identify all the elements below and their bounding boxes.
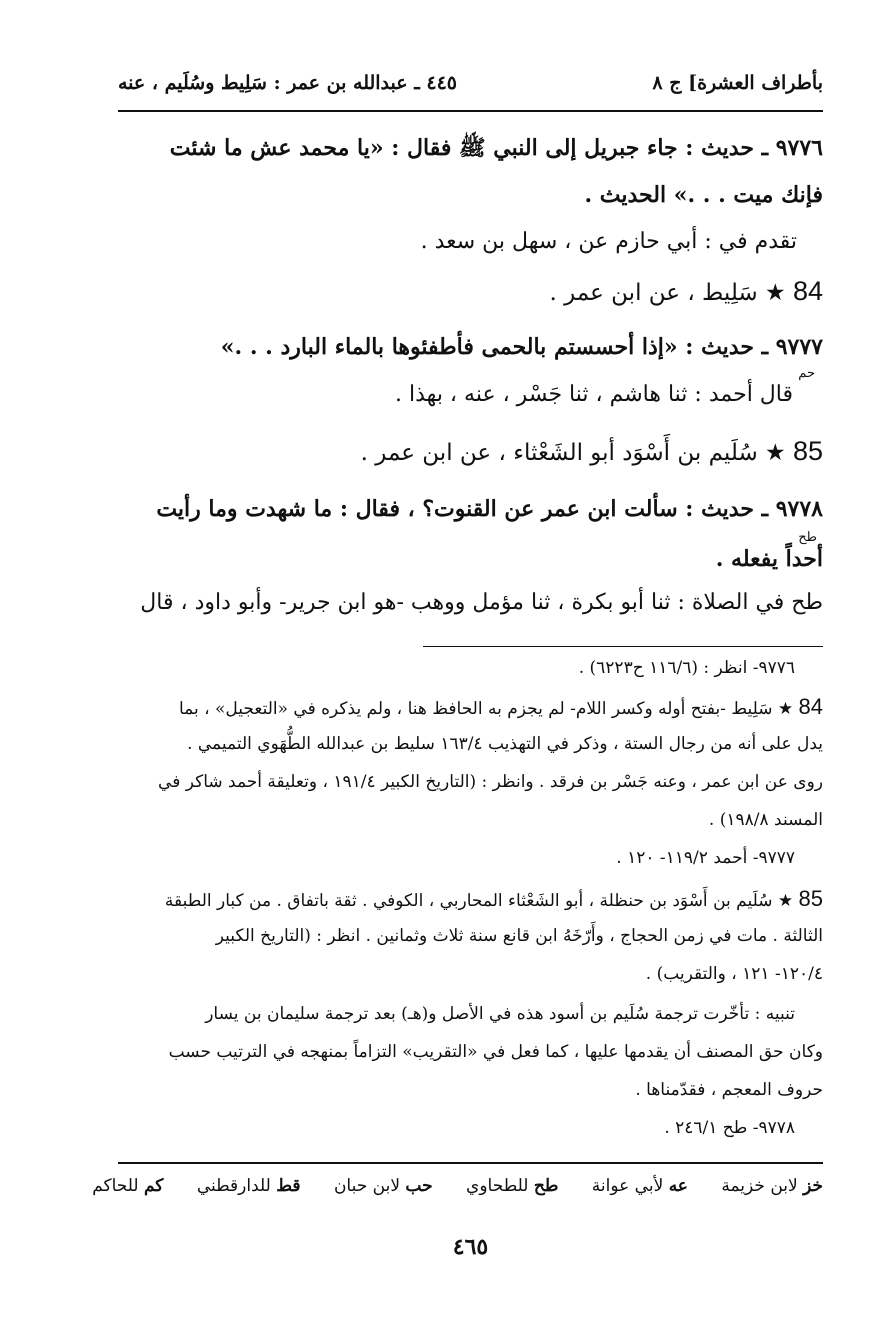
footnote-9777: ٩٧٧٧- أحمد ١١٩/٢- ١٢٠ . xyxy=(616,848,795,868)
footnote-84-line3: روى عن ابن عمر ، وعنه جَسْر بن فرقد . وانظر : (التاريخ الكبير ١٩١/٤ ، وتعليقة أحمد شاكر في xyxy=(158,772,823,792)
hadith-9776-line1: ٩٧٧٦ ـ حديث : جاء جبريل إلى النبي ﷺ فقال : «يا محمد عش ما شئت xyxy=(169,135,823,161)
footnote-notice-line2: وكان حق المصنف أن يقدمها عليها ، كما فعل في «التقريب» التزاماً بمنهجه في الترتيب حسب xyxy=(168,1042,823,1062)
footnote-85-line3: ١٢٠/٤- ١٢١ ، والتقريب) . xyxy=(645,964,823,984)
abbr-item: خز لابن خزيمة xyxy=(721,1176,823,1196)
footnote-number: 85 xyxy=(798,886,823,911)
abbr-item: حب لابن حبان xyxy=(333,1176,433,1196)
abbr-item: كم للحاكم xyxy=(92,1176,164,1196)
hadith-9777-note: قال أحمد : ثنا هاشم ، ثنا جَسْر ، عنه ، بهذا . xyxy=(395,382,793,407)
running-header xyxy=(118,62,823,102)
footnote-9776: ٩٧٧٦- انظر : (١١٦/٦ ح٦٢٢٣) . xyxy=(578,658,795,678)
footnote-number: 84 xyxy=(798,694,823,719)
footnote-notice-line1: تنبيه : تأخّرت ترجمة سُلَيم بن أسود هذه في الأصل و(هـ) بعد ترجمة سليمان بن يسار xyxy=(205,1004,795,1024)
footnote-84-line1: 84 ★ سَلِيط -بفتح أوله وكسر اللام- لم يجزم به الحافظ هنا ، ولم يذكره في «التعجيل» ، بما xyxy=(178,694,823,719)
hadith-number: ٩٧٧٦ xyxy=(775,135,823,161)
abbr-item: طح للطحاوي xyxy=(466,1176,559,1196)
footnote-85-line2: الثالثة . مات في زمن الحجاج ، وأَرّخَهُ ابن قانع سنة ثلاث وثمانين . انظر : (التاريخ الكبير xyxy=(215,926,823,946)
footnote-84-line2: يدل على أنه من رجال الستة ، وذكر في التهذيب ١٦٣/٤ سليط بن عبدالله الطُّهَوي التميمي . xyxy=(187,734,823,754)
hadith-number: ٩٧٧٧ xyxy=(775,334,823,360)
sigla-mark: طح xyxy=(798,530,817,545)
narrator-number: 84 xyxy=(792,276,823,306)
footer-rule xyxy=(118,1162,823,1164)
footnote-rule xyxy=(423,646,823,647)
hadith-9778-note: طح في الصلاة : ثنا أبو بكرة ، ثنا مؤمل ووهب -هو ابن جرير- وأبو داود ، قال xyxy=(140,590,823,615)
narrator-heading-84: 84 ★ سَلِيط ، عن ابن عمر . xyxy=(549,276,823,306)
abbr-item: عه لأبي عوانة xyxy=(591,1176,688,1196)
footnote-85-line1: 85 ★ سُلَيم بن أَسْوَد بن حنظلة ، أبو الشَعْثاء المحاربي ، الكوفي . ثقة باتفاق . من كبار الطبقة xyxy=(164,886,823,911)
hadith-9778-line1: ٩٧٧٨ ـ حديث : سألت ابن عمر عن القنوت؟ ، فقال : ما شهدت وما رأيت xyxy=(156,496,823,522)
header-rule xyxy=(118,110,823,112)
footnote-84-line4: المسند ١٩٨/٨) . xyxy=(708,810,823,830)
narrator-number: 85 xyxy=(792,436,823,466)
footnote-notice-line3: حروف المعجم ، فقدّمناها . xyxy=(635,1080,823,1100)
hadith-9777-line1: ٩٧٧٧ ـ حديث : «إذا أحسستم بالحمى فأطفئوها بالماء البارد . . .» xyxy=(220,334,823,360)
book-page xyxy=(92,0,823,1333)
header-book-title: بأطراف العشرة] ج ٨ xyxy=(652,72,823,94)
page-number: ٤٦٥ xyxy=(452,1234,489,1260)
header-section-title: ٤٤٥ ـ عبدالله بن عمر : سَلِيط وسُلَيم ، عنه xyxy=(118,72,458,94)
sigla-mark: حم xyxy=(798,366,815,381)
abbr-item: قط للدارقطني xyxy=(196,1176,301,1196)
abbreviation-key xyxy=(92,1176,823,1196)
hadith-9778-line2: أحداً يفعله . xyxy=(715,546,823,572)
hadith-9776-line2: فإنك ميت . . .» الحديث . xyxy=(584,182,823,208)
hadith-9776-note: تقدم في : أبي حازم عن ، سهل بن سعد . xyxy=(420,229,797,254)
footnote-9778: ٩٧٧٨- طح ٢٤٦/١ . xyxy=(664,1118,795,1138)
hadith-number: ٩٧٧٨ xyxy=(775,496,823,522)
narrator-heading-85: 85 ★ سُلَيم بن أَسْوَد أبو الشَعْثاء ، عن ابن عمر . xyxy=(360,436,823,466)
